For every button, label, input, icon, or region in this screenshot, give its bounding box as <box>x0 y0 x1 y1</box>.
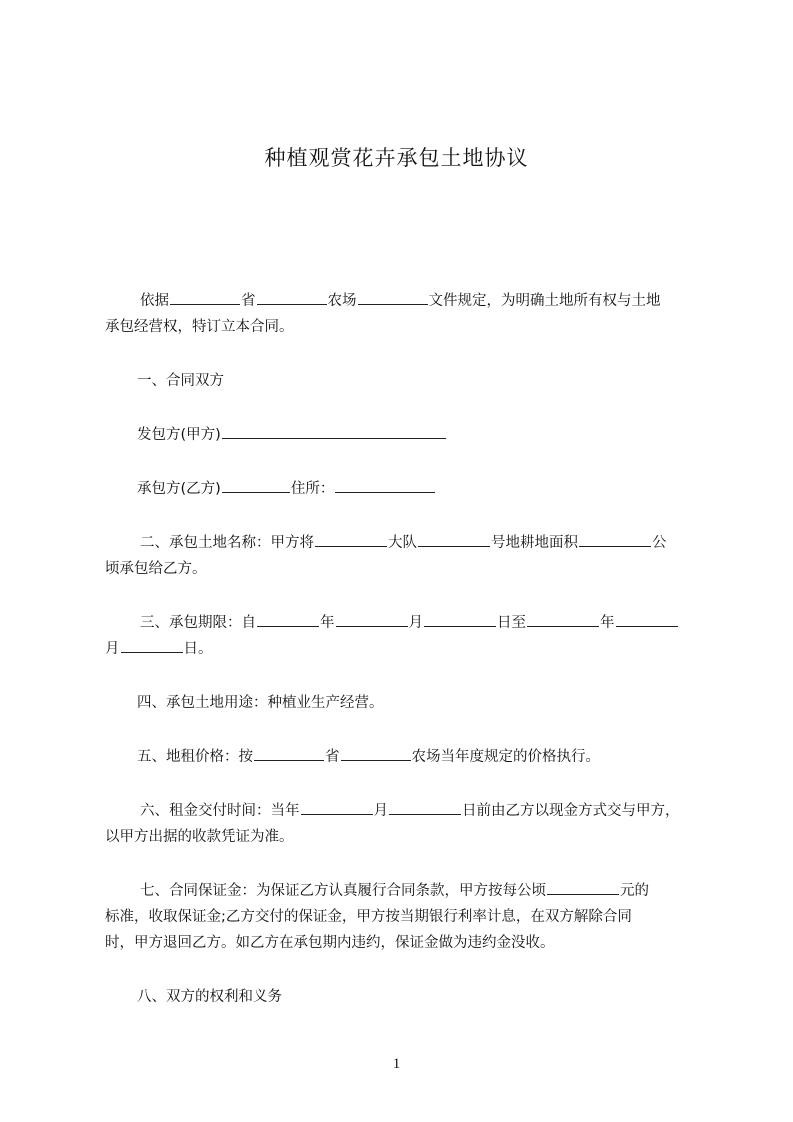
blank-land-name[interactable] <box>315 534 387 547</box>
intro-line-2: 承包经营权，特订立本合同。 <box>105 319 294 335</box>
blank-end-day[interactable] <box>121 640 183 653</box>
section-6-line-2: 以甲方出据的收款凭证为准。 <box>105 829 294 845</box>
section-7-line-2-clip <box>105 907 697 927</box>
section-7-line-3: 时，甲方退回乙方。如乙方在承包期内违约，保证金做为违约金没收。 <box>105 935 555 951</box>
party-b-line: 承包方(乙方) 住所： <box>137 479 436 499</box>
blank-pay-day[interactable] <box>389 802 461 815</box>
blank-document[interactable] <box>358 292 428 305</box>
blank-end-year[interactable] <box>527 614 599 627</box>
section-5-line: 五、地租价格：按 省 农场当年度规定的价格执行。 <box>137 749 600 765</box>
blank-start-month[interactable] <box>336 614 408 627</box>
document-title: 种植观赏花卉承包土地协议 <box>264 146 529 170</box>
blank-area[interactable] <box>579 534 651 547</box>
section-2-line-1: 二、承包土地名称：甲方将 大队 号地耕地面积 公 <box>140 535 667 551</box>
blank-start-year[interactable] <box>257 614 319 627</box>
blank-party-a[interactable] <box>222 426 446 439</box>
blank-end-month[interactable] <box>616 614 678 627</box>
party-a-line: 发包方(甲方) <box>137 425 447 445</box>
blank-rent-farm[interactable] <box>341 748 411 761</box>
page-number: 1 <box>392 1056 401 1072</box>
blank-party-b[interactable] <box>222 480 290 493</box>
section-3-line-1: 三、承包期限：自 年 月 日至 年 <box>140 613 679 633</box>
section-7-line-2: 标准，收取保证金;乙方交付的保证金，甲方按当期银行利率计息，在双方解除合同 <box>105 909 632 925</box>
blank-farm[interactable] <box>257 292 327 305</box>
blank-province[interactable] <box>170 292 240 305</box>
blank-pay-month[interactable] <box>301 802 373 815</box>
blank-deposit-amount[interactable] <box>547 882 619 895</box>
blank-start-day[interactable] <box>424 614 496 627</box>
blank-rent-province[interactable] <box>254 748 324 761</box>
blank-address[interactable] <box>335 480 435 493</box>
section-4-line: 四、承包土地用途：种植业生产经营。 <box>137 695 384 711</box>
section-1-heading: 一、合同双方 <box>137 373 224 389</box>
section-3-line-2: 月 日。 <box>105 641 213 657</box>
blank-brigade[interactable] <box>418 534 490 547</box>
section-8-heading: 八、双方的权利和义务 <box>137 989 282 1005</box>
intro-line-1: 依据 省 农场 文件规定，为明确土地所有权与土地 <box>140 293 661 309</box>
section-2-line-2: 顷承包给乙方。 <box>105 561 207 577</box>
section-7-line-1: 七、合同保证金：为保证乙方认真履行合同条款，甲方按每公顷 元的 <box>140 883 649 899</box>
section-6-line-1: 六、租金交付时间：当年 月 日前由乙方以现金方式交与甲方， <box>140 803 680 819</box>
